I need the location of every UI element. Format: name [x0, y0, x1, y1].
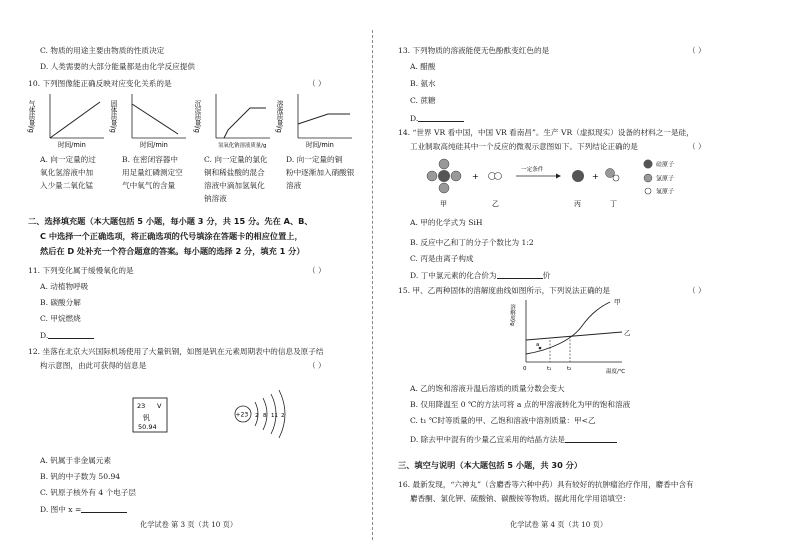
- q13-answer-paren: （ ）: [688, 46, 706, 55]
- molecule-jia: [427, 159, 461, 193]
- q10-graph-b: [132, 94, 186, 138]
- left-footer: 化学试卷 第 3 页（共 10 页）: [140, 520, 238, 529]
- q15-option-d: [410, 434, 617, 444]
- point-a-label: a: [536, 342, 540, 348]
- q14-stem-2: 工业制取高纯硅其中一个反应的微观示意图如下。下列结论正确的是: [410, 142, 638, 151]
- q12-stem-2: 构示意图，由此可获得的信息是: [40, 361, 147, 370]
- q10-option-b-3: 气中氧气的含量: [122, 181, 176, 190]
- q15-answer-blank[interactable]: [565, 434, 617, 443]
- q12-option-c: C. 钒原子核外有 4 个电子层: [40, 488, 136, 497]
- atom-legend: [644, 160, 675, 196]
- q10-answer-paren: （ ）: [308, 79, 326, 88]
- label-ding: 丁: [610, 200, 617, 208]
- element-name: 钒: [143, 414, 150, 422]
- prev-option-d: D. 人类需要的大部分能量都是由化学反应提供: [40, 62, 195, 71]
- q10-option-a-3: 入少量二氧化锰: [40, 181, 94, 190]
- q16-line-1: 16. 最新发现，“六神丸”（含麝香等六种中药）具有较好的抗肿瘤治疗作用，麝香中含有: [398, 480, 694, 489]
- q14-option-b: B. 反应中乙和丁的分子个数比为 1:2: [410, 238, 534, 247]
- q10-option-c-1: C. 向一定量的氯化: [204, 155, 268, 164]
- label-jia: 甲: [440, 200, 447, 208]
- atom-nucleus: +23: [235, 411, 249, 419]
- atom-shell-3: 11: [271, 413, 278, 419]
- q10-graph-c-ylabel: 沉淀质量/g: [193, 100, 201, 133]
- legend-silicon: 硅原子: [656, 161, 675, 169]
- q13-answer-blank[interactable]: [418, 113, 464, 122]
- q14-reaction-diagram: [412, 154, 732, 210]
- q10-graph-a-xlabel: 时间/min: [58, 141, 86, 149]
- curve-jia-label: 甲: [614, 298, 621, 306]
- q11-option-d-label: D.: [40, 331, 49, 340]
- q15-tick-0: 0: [523, 366, 527, 372]
- q10-graph-d-ylabel: 溶液质量/g: [275, 100, 283, 133]
- atom-structure-diagram: [235, 390, 285, 438]
- reaction-condition: 一定条件: [521, 167, 544, 173]
- q10-graph-d: [298, 94, 352, 138]
- legend-chlorine: 氯原子: [656, 175, 675, 183]
- molecule-yi: [489, 173, 502, 180]
- q15-option-b: B. 仅用降温至 0 ℃的方法可将 a 点的甲溶液转化为甲的饱和溶液: [410, 400, 631, 409]
- q15-stem: 15. 甲、乙两种固体的溶解度曲线如图所示，下列说法正确的是: [398, 286, 610, 295]
- q10-graph-d-xlabel: 时间/min: [306, 141, 334, 149]
- q12-answer-paren: （ ）: [308, 361, 326, 370]
- q14-option-c: C. 丙是由离子构成: [410, 254, 474, 263]
- element-mass: 50.94: [138, 423, 157, 431]
- q13-option-b: B. 氨水: [410, 79, 436, 88]
- q10-option-a-2: 氧化氢溶液中加: [40, 168, 94, 177]
- q15-solubility-graph: [510, 296, 680, 378]
- q12-figure: [123, 378, 323, 448]
- q10-graph-a: [50, 94, 104, 138]
- q10-option-a-1: A. 向一定量的过: [40, 155, 96, 164]
- q13-option-a: A. 醋酸: [410, 62, 436, 71]
- curve-yi: [526, 332, 622, 340]
- q15-option-d-label: D. 除去甲中混有的少量乙宜采用的结晶方法是: [410, 435, 565, 444]
- label-yi: 乙: [492, 200, 499, 208]
- q12-option-b: B. 钒的中子数为 50.94: [40, 472, 121, 481]
- q10-option-b-1: B. 在密闭容器中: [122, 155, 178, 164]
- reaction-arrow: [516, 165, 561, 179]
- q10-option-c-4: 钠溶液: [204, 194, 227, 203]
- q14-answer-blank[interactable]: [497, 270, 543, 279]
- q10-graph-b-ylabel: 固体质量/g: [109, 100, 117, 133]
- q14-option-a: A. 甲的化学式为 SiH: [410, 218, 483, 227]
- atom-shell-4: 2: [281, 413, 285, 419]
- q12-stem: 12. 坐落在北京大兴国际机场使用了大量钒钢，如图是钒在元素周期表中的信息及原子结: [28, 347, 324, 356]
- q15-answer-paren: （ ）: [688, 286, 706, 295]
- q15-option-c: C. t₁ ℃时等质量的甲、乙饱和溶液中溶剂质量：甲<乙: [410, 416, 596, 425]
- q10-graph-c-xlabel: 氢氧化钠溶液质量/g: [218, 143, 267, 149]
- q13-option-d: [410, 113, 464, 123]
- element-number: 23: [137, 402, 146, 410]
- q11-option-b: B. 碳酸分解: [40, 298, 81, 307]
- q12-option-a: A. 钒属于非金属元素: [40, 456, 112, 465]
- q12-answer-blank[interactable]: [81, 504, 127, 513]
- q10-option-d-3: 溶液: [286, 181, 302, 190]
- q14-option-d: [410, 270, 550, 280]
- q15-xlabel: 温度/℃: [606, 369, 626, 375]
- q11-answer-blank[interactable]: [48, 330, 94, 339]
- svg-text:+: +: [472, 172, 479, 181]
- atom-shell-1: 2: [255, 413, 259, 419]
- prev-option-c: C. 物质的用途主要由物质的性质决定: [40, 46, 165, 55]
- q13-option-d-label: D.: [410, 114, 419, 123]
- q10-option-b-2: 用足量红磷测定空: [122, 168, 183, 177]
- molecule-ding: [606, 169, 620, 182]
- q11-option-a: A. 动植物呼吸: [40, 282, 89, 291]
- curve-yi-label: 乙: [624, 329, 631, 337]
- element-tile: [133, 398, 167, 432]
- atom-shell-2: 8: [263, 413, 267, 419]
- legend-hydrogen: 氢原子: [656, 188, 675, 196]
- q15-ylabel: 溶解度/g: [509, 304, 515, 326]
- section2-heading-3: 然后在 D 处补充一个符合题意的答案。每小题的选择 2 分，填充 1 分）: [40, 246, 305, 256]
- q11-option-d: [40, 330, 94, 340]
- q11-answer-paren: （ ）: [308, 266, 326, 275]
- section2-heading-1: 二、选择填充题（本大题包括 5 小题，每小题 3 分，共 15 分。先在 A、B、: [28, 216, 313, 226]
- q16-line-2: 麝香酮、氯化钾、硫酸钠、碳酸铵等物质。据此用化学用语填空：: [410, 494, 631, 503]
- element-symbol: V: [157, 402, 162, 410]
- q15-option-a: A. 乙的饱和溶液升温后溶质的质量分数会变大: [410, 384, 565, 393]
- section2-heading-2: C 中选择一个正确选项，将正确选项的代号填涂在答题卡的相应位置上，: [40, 231, 303, 241]
- q12-option-d: [40, 504, 127, 514]
- label-bing: 丙: [574, 200, 581, 208]
- q12-option-d-label: D. 图中 x =: [40, 505, 82, 514]
- q14-option-d-label: D. 丁中氯元素的化合价为: [410, 271, 497, 280]
- q15-tick-t2: t₂: [567, 366, 572, 372]
- q13-option-c: C. 蔗糖: [410, 96, 436, 105]
- right-footer: 化学试卷 第 4 页（共 10 页）: [510, 520, 608, 529]
- q14-answer-paren: （ ）: [688, 142, 706, 151]
- svg-text:+: +: [592, 172, 599, 181]
- q10-option-d-2: 粉中逐渐加入硝酸银: [286, 168, 355, 177]
- q10-graph-b-xlabel: 时间/min: [140, 141, 168, 149]
- q14-option-d-unit: 价: [542, 271, 551, 280]
- q10-graph-c: [216, 94, 270, 138]
- column-divider: [372, 30, 373, 540]
- q10-graphs: [28, 90, 368, 150]
- q11-stem: 11. 下列变化属于缓慢氧化的是: [28, 266, 134, 275]
- q14-stem: 14. “世界 VR 看中国，中国 VR 看南昌”。生产 VR（虚拟现实）设备的材料之一是硅，: [398, 128, 694, 137]
- molecule-bing: [572, 170, 584, 182]
- q13-stem: 13. 下列物质的溶液能使无色酚酞变红色的是: [398, 46, 550, 55]
- q10-stem: 10. 下列图像能正确反映对应变化关系的是: [28, 79, 172, 88]
- section3-heading: 三、填空与说明（本大题包括 5 小题，共 30 分）: [398, 460, 583, 470]
- q11-option-c: C. 甲烷燃烧: [40, 314, 81, 323]
- q10-option-c-2: 铜和稀盐酸的混合: [204, 168, 265, 177]
- q10-option-d-1: D. 向一定量的铜: [286, 155, 343, 164]
- q10-option-c-3: 溶液中滴加氢氧化: [204, 181, 265, 190]
- q15-tick-t1: t₁: [547, 366, 552, 372]
- q10-graph-a-ylabel: 气体质量/g: [27, 100, 35, 133]
